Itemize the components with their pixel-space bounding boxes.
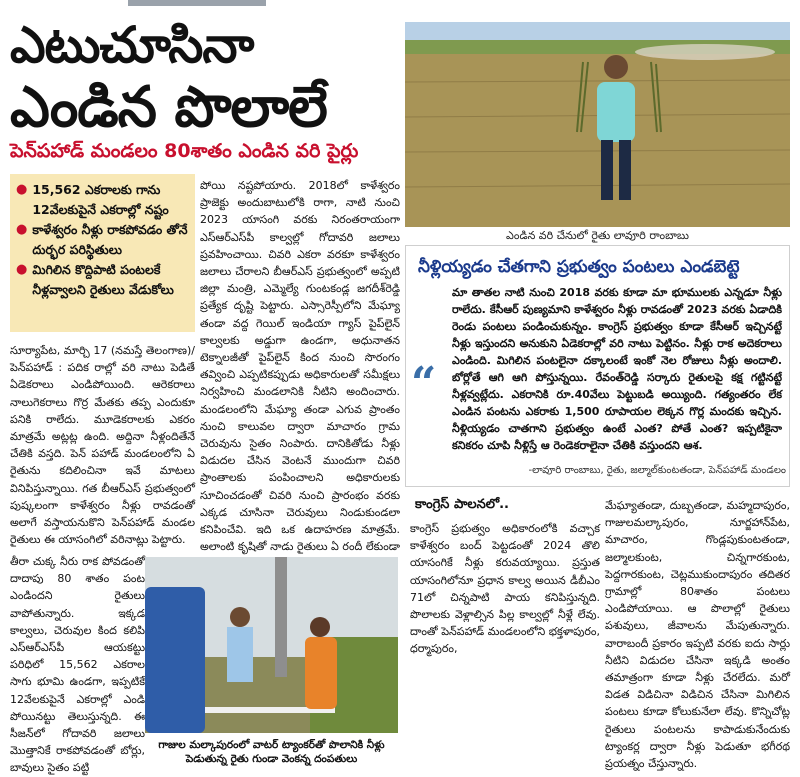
article-paragraph: సూర్యాపేట, మార్చి 17 (నమస్తే తెలంగాణ)/పెన్‌పహాడ్ : పదిక రాల్లో వరి నాటు పెడితే ఏడెకరాలు ఎండిపోయింది. ఆరెకరాలు నాలుగెకరాలు గొర్ర మేతకు తప్ప ఎందుకూ పనికి రాలేదు. మూడెకరాలకు ఎకరం మాత్రమే అట్లట్ల ఉంది. అద్దినా నీళ్లందితేనే చేతికి వస్తది. పెన్ పహాడ్ మండలంలోని ఏ రైతును కదిలించినా ఇవే మాటలు వినిపిస్తున్నాయి. గత బీఆర్ఎస్ ప్రభుత్వంలో పుష్కలంగా కాళేశ్వరం నీళ్లు రావడంతో అలాగే వస్తాయనుకొని పెన్‌పహాడ్ మండల రైతులు ఈ యాసంగిలో వరినాట్లు పెట్టారు.: [10, 344, 195, 547]
highlight-item: [16, 180, 189, 220]
article-paragraph: మేఘ్యాతండా, దుబ్బతండా, మహ్మదాపురం, గాజులమల్కాపురం, నూర్జహాన్‌పేట, మాచారం, గొండ్లపుకుంటతండా, జల్మాలకుంట, చిన్నగారకుంట, పెద్దగారకుంట, చెట్లముకుందాపురం తదితర గ్రామాల్లో 80శాతం పంటలు ఎండిపోయాయి. ఆ పొలాల్లో రైతులు పశువులు, జీవాలను మేపుతున్నారు. వారాబందీ ప్రకారం ఇప్పటి వరకు ఐదు సార్లు నీటిని విడుదల చేసినా ఇక్కడి అంతం తమాత్రంగా కూడా నీళ్లు చేరలేదు. మరో విడత విడిచినా విడిచిన చేసినా మిగిలిన పంటలు కూడా కోలుకునేలా లేవు. కొన్నిచోట్ల రైతులు పంటలను కాపాడుకునేందుకు ట్యాంకర్ల ద్వారా నీళ్లు పెడుతూ భగీరథ ప్రయత్నం చేస్తున్నారు.: [605, 499, 790, 771]
article-paragraph: పోయి నష్టపోయారు. 2018లో కాళేశ్వరం ప్రాజెక్టు అందుబాటులోకి రాగా, నాటి నుంచి 2023 యాసంగి వరకు నిరంతరాయంగా ఎస్ఆర్ఎస్‌పీ కాల్వల్లో గోదావరి జలాలు ప్రవహించాయి. చివరి ఎకరా వరకూ కాళేశ్వరం జలాలు చేరాలని బీఆర్ఎస్ ప్రభుత్వంలో అప్పటి జిల్లా మంత్రి, ఎమ్మెల్యే గుంటకండ్ల జగదీశ్‌రెడ్డి ప్రత్యేక దృష్టి పెట్టారు. ఎస్సారెస్పీలోని మేఘ్యా తండా వద్ద గెయిల్ ఇండియా గ్యాస్ పైప్‌లైన్ కాల్వలకు అడ్డుగా ఉండగా, అధునాతన టెక్నాలజీతో పైప్‌లైన్ కింద నుంచి సొరంగం తవ్వించి ఎప్పటికప్పుడు అధికారులతో సమీక్షలు నిర్వహించి మండలానికి నీటిని అందించారు. మండలంలోని మేఘ్యా తండా ఎగువ ప్రాంతం నుంచి కాలువల ద్వారా మాచారం గ్రామ చెరువును సైతం నింపారు. దానికితోడు నీళ్లు విడుదల చేసిన వెంటనే ముందుగా చివరి ప్రాంతాలకు పంపించాలని అధికారులకు సూచించడంతో చివరి నుంచి ప్రారంభం వరకు ఎక్కడ చూసినా చెరువులు నిండుకుండలా కనిపించేవి. ఇది ఒక ఉదాహరణ మాత్రమే. అలాంటి కృషితో నాడు రైతులు ఏ రందీ లేకుండా: [200, 179, 400, 554]
bullet-icon: ●: [16, 262, 28, 277]
water-tanker-illustration: [145, 557, 398, 733]
article-paragraph: కాంగ్రెస్ ప్రభుత్వం అధికారంలోకి వచ్చాక కాళేశ్వరం బంద్ పెట్టడంతో 2024 తొలి యాసంగికే నీళ్లు కరువయ్యాయి. ప్రస్తుత యాసంగిలోనూ ప్రధాన కాల్వ అయిన డీబీఎం 71లో చిన్నపాటి పాయ కనిపిస్తున్నది. పొలాలకు వెళ్లాల్సిన పిల్ల కాల్వల్లో నీళ్లే లేవు. దాంతో పెన్‌పహాడ్ మండలంలోని భక్తళాపురం, ధర్మాపురం,: [410, 522, 600, 656]
quote-icon: “: [411, 358, 437, 409]
farmer-photo-illustration: [405, 22, 790, 227]
article-column-3: [410, 520, 600, 768]
highlight-item: [16, 260, 189, 300]
article-paragraph: తీరా చుక్క నీరు రాక పోవడంతో దాదాపు 80 శాతం పంట ఎండిందని రైతులు వాపోతున్నారు. ఇక్కడ కాల్వలు, చెరువుల కింద కలిపి ఎస్ఆర్ఎస్‌పీ ఆయకట్టు పరిధిలో 15,562 ఎకరాల సాగు భూమి ఉండగా, ఇప్పటికే 12వేలకుపైనే ఎకరాల్లో ఎండి పోయినట్టు తెలుస్తున్నది. ఈ సీజన్‌లో గోదావరి జలాలు మొత్తానికే రాకపోవడంతో బోర్లు, బావులు సైతం పట్టి: [10, 555, 145, 775]
farmer-quote-text: మా తాతల నాటి నుంచి 2018 వరకు కూడా మా భూములకు ఎన్నడూ నీళ్లు రాలేదు. కేసీఆర్ పుణ్యమాని కాళేశ్వరం నీళ్లు రావడంతో 2023 వరకు ఏడాదికి రెండు పంటలు పండించుకున్నం. కాంగ్రెస్ ప్రభుత్వం కూడా కేసీఆర్ ఇచ్చినట్టే నీళ్లు ఇస్తుందని అనుకుని ఏడెకరాల్లో వరి నాటు పెట్టినం. నీళ్లు రాక అదెకరాలు ఎండింది. మిగిలిన పంటలైనా దక్కాలంటే ఇంకో నెల రోజులు నీళ్లు అందాలి. బోర్లోతే ఆగి ఆగి పోస్తున్నయి. రేవంత్‌రెడ్డి సర్కారు రైతులపై కక్ష గట్టినట్టే నీళ్లవ్వట్లేదు. ఎకరానికి రూ.40వేలు పెట్టుబడి అయ్యింది. గత్యంతరం లేక ఎండిన పంటను ఎకరాకు 1,500 రూపాయల లెక్కన గొర్ల మందకు ఇచ్చిన. నీళ్లియ్యడం చాతగాని ప్రభుత్వం ఉంటే ఎంత? పోతే ఎంత? ఇప్పటికైనా కనికరం చూపి నీళ్లిస్తే ఆ రెండెకరాలైనా చేతికి వస్తుందని ఆశ.: [452, 286, 782, 452]
bullet-icon: ●: [16, 182, 28, 197]
article-column-4: [605, 497, 790, 771]
top-color-bar: [128, 0, 266, 6]
headline-line-2: ఎండిన పొలాలే: [10, 75, 327, 140]
article-column-1-bottom: [10, 553, 145, 775]
highlight-item: [16, 220, 189, 260]
section-title: కాంగ్రెస్ పాలనలో..: [415, 497, 509, 512]
bullet-icon: ●: [16, 222, 28, 237]
water-tanker-photo: [145, 557, 398, 733]
headline: [10, 16, 405, 140]
subheadline: పెన్‌పహాడ్ మండలం 80శాతం ఎండిన వరి పైర్లు: [10, 140, 359, 162]
quote-box-title: నీళ్లియ్యడం చేతగాని ప్రభుత్వం పంటలు ఎండబెట్టె: [418, 257, 740, 277]
article-column-1-top: [10, 342, 195, 552]
highlight-text: 15,562 ఎకరాలకు గాను 12వేలకుపైనే ఎకరాల్లో నష్టం: [32, 182, 169, 217]
highlights-box: [10, 174, 195, 332]
farmer-photo: [405, 22, 790, 227]
headline-line-1: ఎటుచూసినా: [10, 16, 254, 74]
article-column-2: [200, 177, 400, 555]
quote-attribution: -లావూరి రాంబాబు, రైతు, జల్మాల్‌కుంటతండా, పెన్‌పహాడ్ మండలం: [528, 465, 786, 476]
photo-caption: గాజుల మల్కాపురంలో వాటర్ ట్యాంకర్‌తో పొలానికి నీళ్లు పెడుతున్న రైతు గుండా వెంకన్న దంపతులు: [158, 739, 385, 765]
photo-caption: ఎండిన వరి చేనులో రైతు లావూరి రాంబాబు: [506, 229, 689, 242]
highlight-text: కాళేశ్వరం నీళ్లు రాకపోవడం తోనే దుర్భర పరిస్థితులు: [32, 222, 188, 257]
highlight-text: మిగిలిన కొద్దిపాటి పంటలకే నీళ్లవ్వాలని రైతులు వేడుకోలు: [32, 262, 174, 297]
